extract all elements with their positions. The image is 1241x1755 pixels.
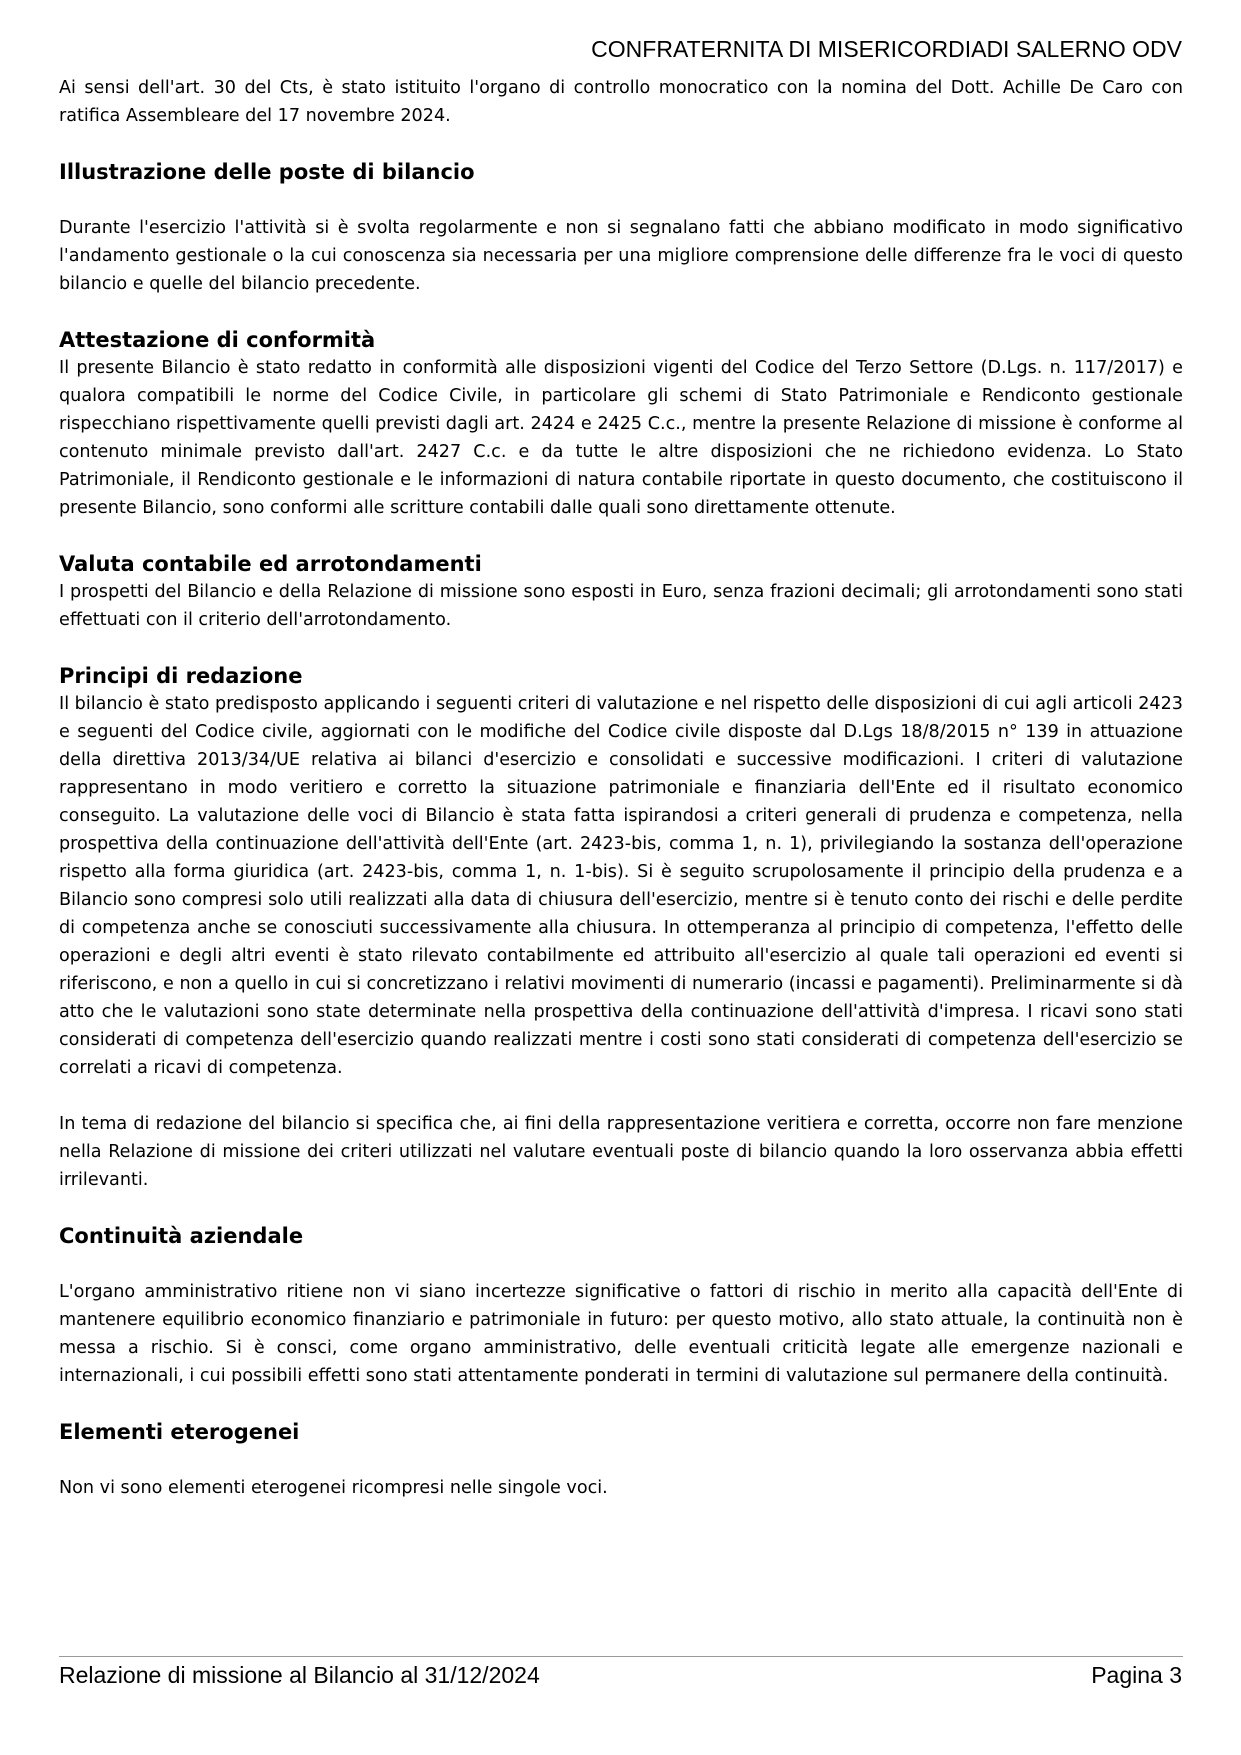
footer-document-title: Relazione di missione al Bilancio al 31/12/2024 xyxy=(59,1662,540,1688)
section-paragraph: Il bilancio è stato predisposto applicando i seguenti criteri di valutazione e nel rispetto delle disposizioni di cui agli articoli 2423 e seguenti del Codice civile, aggiornati con le modifiche del Codice civile disposte dal D.Lgs 18/8/2015 n° 139 in attuazione della direttiva 2013/34/UE relativa ai bilanci d'esercizio e consolidati e successive modificazioni. I criteri di valutazione rappresentano in modo veritiero e corretto la situazione patrimoniale e finanziaria dell'Ente ed il risultato economico conseguito. La valutazione delle voci di Bilancio è stata fatta ispirandosi a criteri generali di prudenza e competenza, nella prospettiva della continuazione dell'attività dell'Ente (art. 2423-bis, comma 1, n. 1), privilegiando la sostanza dell'operazione rispetto alla forma giuridica (art. 2423-bis, comma 1, n. 1-bis). Si è seguito scrupolosamente il principio della prudenza e a Bilancio sono compresi solo utili realizzati alla data di chiusura dell'esercizio, mentre si è tenuto conto dei rischi e delle perdite di competenza anche se conosciuti successivamente alla chiusura. In ottemperanza al principio di competenza, l'effetto delle operazioni e degli altri eventi è stato rilevato contabilmente ed attribuito all'esercizio al quale tali operazioni ed eventi si riferiscono, e non a quello in cui si concretizzano i relativi movimenti di numerario (incassi e pagamenti). Preliminarmente si dà atto che le valutazioni sono state determinate nella prospettiva della continuazione dell'attività d'impresa. I ricavi sono stati considerati di competenza dell'esercizio quando realizzati mentre i costi sono stati considerati di competenza dell'esercizio se correlati a ricavi di competenza. xyxy=(59,694,1183,1078)
footer-page-number: Pagina 3 xyxy=(1091,1662,1182,1688)
section-heading-attestazione: Attestazione di conformità xyxy=(59,328,376,352)
section-heading-principi: Principi di redazione xyxy=(59,664,303,688)
section-heading-elementi: Elementi eterogenei xyxy=(59,1420,300,1444)
section-heading-valuta: Valuta contabile ed arrotondamenti xyxy=(59,552,482,576)
page-header-org-name: CONFRATERNITA DI MISERICORDIADI SALERNO ODV xyxy=(591,36,1182,62)
intro-paragraph: Ai sensi dell'art. 30 del Cts, è stato istituito l'organo di controllo monocratico con la nomina del Dott. Achille De Caro con ratifica Assembleare del 17 novembre 2024. xyxy=(59,78,1183,126)
footer-divider xyxy=(59,1656,1183,1657)
document-body xyxy=(59,74,1183,1502)
section-paragraph: I prospetti del Bilancio e della Relazione di missione sono esposti in Euro, senza frazioni decimali; gli arrotondamenti sono stati effettuati con il criterio dell'arrotondamento. xyxy=(59,582,1183,630)
section-heading-continuita: Continuità aziendale xyxy=(59,1224,304,1248)
section-paragraph: In tema di redazione del bilancio si specifica che, ai fini della rappresentazione veritiera e corretta, occorre non fare menzione nella Relazione di missione dei criteri utilizzati nel valutare eventuali poste di bilancio quando la loro osservanza abbia effetti irrilevanti. xyxy=(59,1114,1183,1190)
section-paragraph: Non vi sono elementi eterogenei ricompresi nelle singole voci. xyxy=(59,1478,608,1498)
section-paragraph: Durante l'esercizio l'attività si è svolta regolarmente e non si segnalano fatti che abbiano modificato in modo significativo l'andamento gestionale o la cui conoscenza sia necessaria per una migliore comprensione delle differenze fra le voci di questo bilancio e quelle del bilancio precedente. xyxy=(59,218,1183,294)
section-heading-illustrazione: Illustrazione delle poste di bilancio xyxy=(59,160,475,184)
section-paragraph: Il presente Bilancio è stato redatto in conformità alle disposizioni vigenti del Codice del Terzo Settore (D.Lgs. n. 117/2017) e qualora compatibili le norme del Codice Civile, in particolare gli schemi di Stato Patrimoniale e Rendiconto gestionale rispecchiano rispettivamente quelli previsti dagli art. 2424 e 2425 C.c., mentre la presente Relazione di missione è conforme al contenuto minimale previsto dall'art. 2427 C.c. e da tutte le altre disposizioni che ne richiedono evidenza. Lo Stato Patrimoniale, il Rendiconto gestionale e le informazioni di natura contabile riportate in questo documento, che costituiscono il presente Bilancio, sono conformi alle scritture contabili dalle quali sono direttamente ottenute. xyxy=(59,358,1183,518)
section-paragraph: L'organo amministrativo ritiene non vi siano incertezze significative o fattori di rischio in merito alla capacità dell'Ente di mantenere equilibrio economico finanziario e patrimoniale in futuro: per questo motivo, allo stato attuale, la continuità non è messa a rischio. Si è consci, come organo amministrativo, delle eventuali criticità legate alle emergenze nazionali e internazionali, i cui possibili effetti sono stati attentamente ponderati in termini di valutazione sul permanere della continuità. xyxy=(59,1282,1183,1386)
